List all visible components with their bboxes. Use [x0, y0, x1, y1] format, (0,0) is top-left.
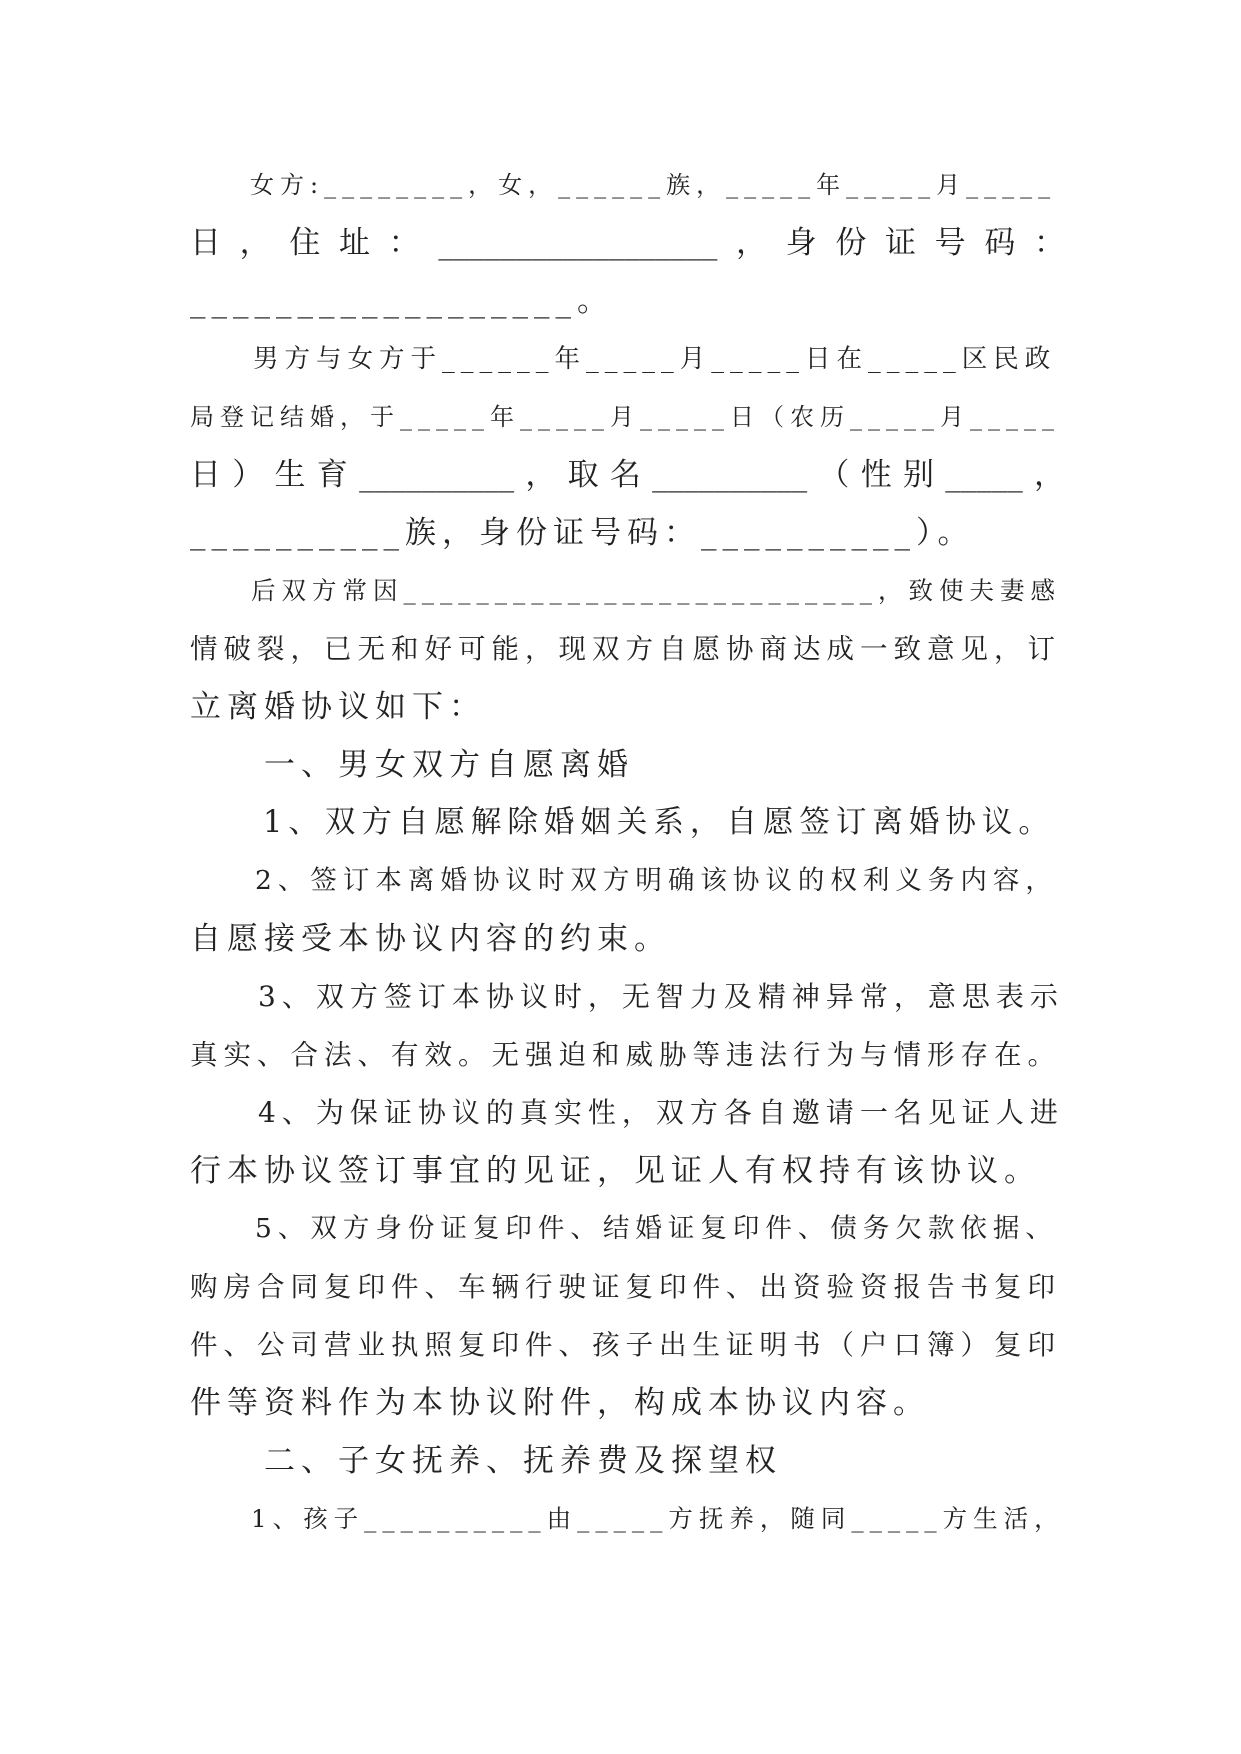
paragraph-line: 真实、合法、有效。无强迫和威胁等违法行为与情形存在。 [190, 1039, 1061, 1071]
paragraph-line: 件等资料作为本协议附件，构成本协议内容。 [190, 1385, 930, 1421]
paragraph-line: 女方:________，女，______族，_____年_____月_____ [190, 171, 1057, 199]
paragraph-line: 后双方常因__________________________，致使夫妻感 [190, 576, 1061, 605]
paragraph-line: 男方与女方于______年_____月_____日在_____区民政 [190, 344, 1057, 374]
paragraph-line: 日，住址：__________________，身份证号码： [190, 225, 1065, 261]
paragraph-line: 立离婚协议如下： [190, 689, 486, 725]
section-heading: 二、子女抚养、抚养费及探望权 [190, 1443, 782, 1479]
paragraph-line: 日）生育__________，取名__________（性别_____， [190, 457, 1065, 493]
paragraph-line: 2、签订本离婚协议时双方明确该协议的权利义务内容， [190, 865, 1058, 896]
paragraph-line: __________________。 [190, 283, 614, 319]
paragraph-line: 自愿接受本协议内容的约束。 [190, 921, 671, 957]
paragraph-line: 情破裂，已无和好可能，现双方自愿协商达成一致意见，订 [190, 633, 1061, 665]
paragraph-line: 行本协议签订事宜的见证，见证人有权持有该协议。 [190, 1153, 1041, 1189]
paragraph-line: 3、双方签订本协议时，无智力及精神异常，意思表示 [190, 980, 1064, 1013]
paragraph-line: 1、孩子__________由_____方抚养，随同_____方生活， [190, 1504, 1065, 1533]
paragraph-line: 5、双方身份证复印件、结婚证复印件、债务欠款依据、 [190, 1213, 1058, 1244]
paragraph-line: 1、双方自愿解除婚姻关系，自愿签订离婚协议。 [190, 805, 1055, 840]
section-heading: 一、男女双方自愿离婚 [190, 747, 634, 783]
paragraph-line: 购房合同复印件、车辆行驶证复印件、出资验资报告书复印 [190, 1271, 1061, 1303]
paragraph-line: __________族，身份证号码：__________）。 [190, 515, 975, 551]
paragraph-line: 件、公司营业执照复印件、孩子出生证明书（户口簿）复印 [190, 1329, 1061, 1361]
paragraph-line: 局登记结婚，于_____年_____月_____日（农历_____月_____ [190, 403, 1060, 431]
paragraph-line: 4、为保证协议的真实性，双方各自邀请一名见证人进 [190, 1096, 1064, 1129]
